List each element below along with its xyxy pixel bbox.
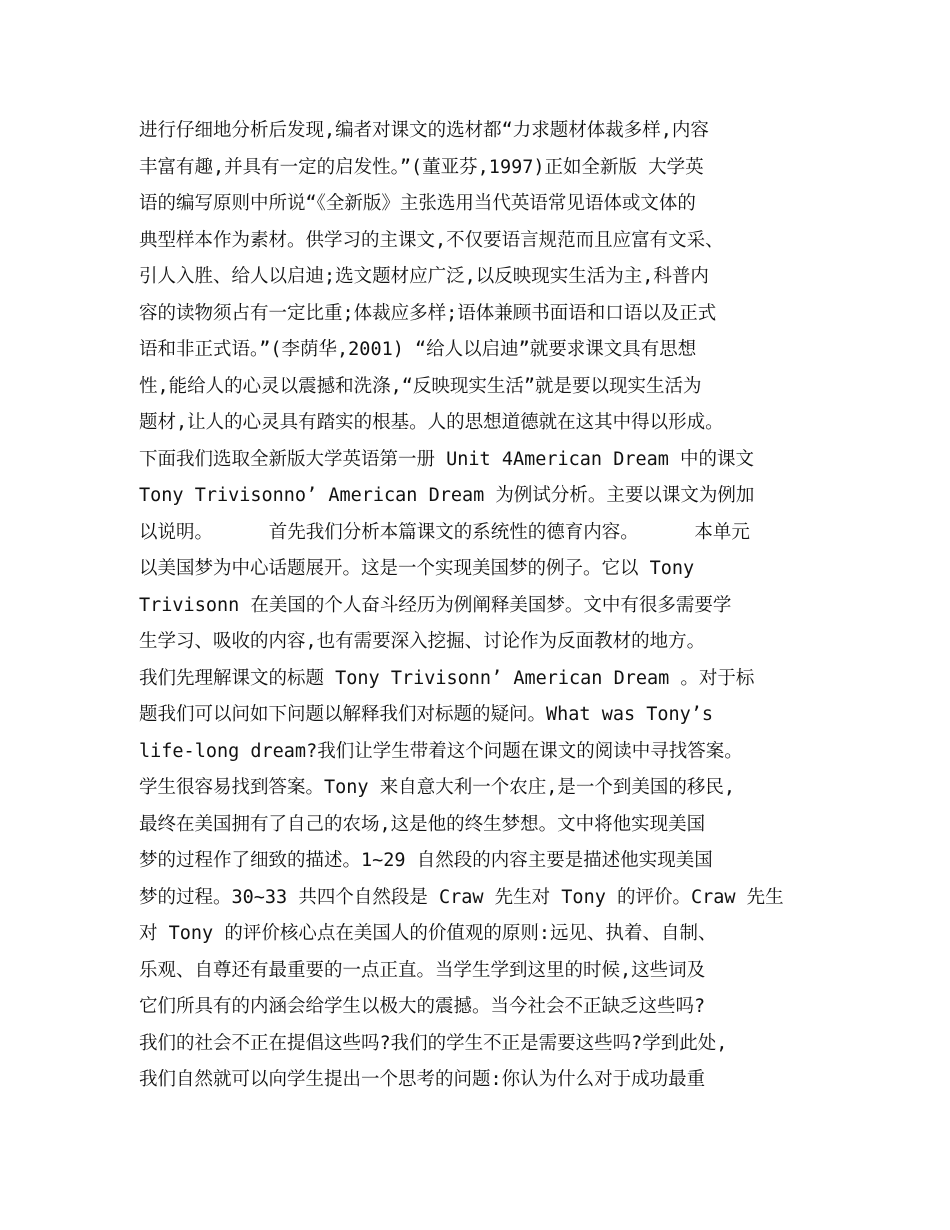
text-line: 梦的过程作了细致的描述。1~29 自然段的内容主要是描述他实现美国 (139, 850, 713, 871)
text-line: 以美国梦为中心话题展开。这是一个实现美国梦的例子。它以 Tony (139, 558, 695, 579)
text-line: 我们的社会不正在提倡这些吗?我们的学生不正是需要这些吗?学到此处, (139, 1032, 728, 1054)
text-line: 性,能给人的心灵以震撼和洗涤,“反映现实生活”就是要以现实生活为 (139, 375, 702, 397)
text-line: 最终在美国拥有了自己的农场,这是他的终生梦想。文中将他实现美国 (139, 813, 706, 835)
text-line: 梦的过程。30~33 共四个自然段是 Craw 先生对 Tony 的评价。Craw 先生 (139, 886, 784, 908)
text-line: 对 Tony 的评价核心点在美国人的价值观的原则:远见、执着、自制、 (139, 923, 717, 944)
text-line: Trivisonn 在美国的个人奋斗经历为例阐释美国梦。文中有很多需要学 (139, 594, 732, 616)
body-text (139, 113, 839, 1099)
text-line: 进行仔细地分析后发现,编者对课文的选材都“力求题材体裁多样,内容 (139, 120, 709, 141)
text-line: 学生很容易找到答案。Tony 来自意大利一个农庄,是一个到美国的移民, (139, 777, 735, 798)
text-line: 以说明。 首先我们分析本篇课文的系统性的德育内容。 本单元 (139, 521, 750, 543)
text-line: 题材,让人的心灵具有踏实的根基。人的思想道德就在这其中得以形成。 (139, 412, 724, 433)
text-line: Tony Trivisonno’ American Dream 为例试分析。主要以课文为例加 (139, 485, 755, 506)
text-line: 引人入胜、给人以启迪;选文题材应广泛,以反映现实生活为主,科普内 (139, 266, 709, 287)
text-line: 生学习、吸收的内容,也有需要深入挖掘、讨论作为反面教材的地方。 (139, 631, 706, 652)
text-line: 它们所具有的内涵会给学生以极大的震撼。当今社会不正缺乏这些吗? (139, 996, 706, 1017)
text-line: 我们自然就可以向学生提出一个思考的问题:你认为什么对于成功最重 (139, 1069, 706, 1090)
text-line: 容的读物须占有一定比重;体裁应多样;语体兼顾书面语和口语以及正式 (139, 302, 717, 324)
text-line: 下面我们选取全新版大学英语第一册 Unit 4American Dream 中的课文 (139, 448, 755, 470)
text-line: 语和非正式语。”(李荫华,2001) “给人以启迪”就要求课文具有思想 (139, 339, 697, 360)
text-line: 题我们可以问如下问题以解释我们对标题的疑问。What was Tony’s (139, 704, 714, 725)
text-line: 典型样本作为素材。供学习的主课文,不仅要语言规范而且应富有文采、 (139, 229, 724, 251)
text-line: 我们先理解课文的标题 Tony Trivisonn’ American Dream 。对于标 (139, 667, 755, 689)
text-line: 乐观、自尊还有最重要的一点正直。当学生学到这里的时候,这些词及 (139, 959, 706, 981)
text-line: 丰富有趣,并具有一定的启发性。”(董亚芬,1997)正如全新版 大学英 (139, 156, 704, 178)
text-line: 语的编写原则中所说“《全新版》主张选用当代英语常见语体或文体的 (139, 193, 696, 214)
text-line: life-long dream?我们让学生带着这个问题在课文的阅读中寻找答案。 (139, 740, 743, 762)
